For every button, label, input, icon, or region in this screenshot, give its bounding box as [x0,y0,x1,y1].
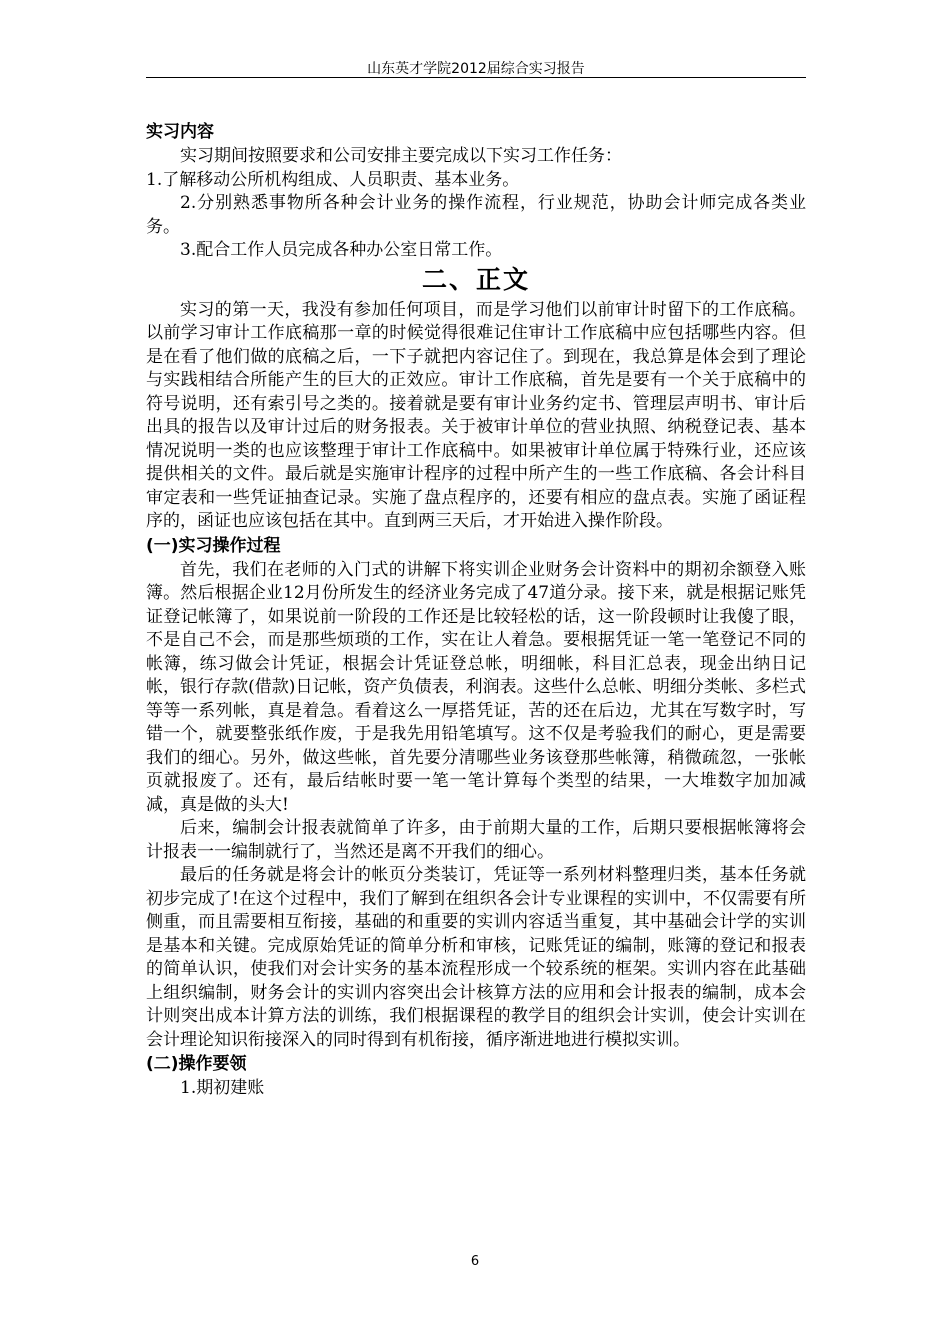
section-heading-internship-content: 实习内容 [146,122,214,142]
internship-item-2: 2.分别熟悉事物所各种会计业务的操作流程，行业规范，协助会计师完成各类业务。 [146,193,806,237]
internship-item-1: 1.了解移动公所机构组成、人员职责、基本业务。 [146,169,520,190]
operation-paragraph-1: 首先，我们在老师的入门式的讲解下将实训企业财务会计资料中的期初余额登入账簿。然后根据企业12月份所发生的经济业务完成了47道分录。接下来，就是根据记账凭证登记帐簿了，如果说前一阶段的工作还是比较轻松的话，这一阶段顿时让我傻了眼，不是自己不会，而是那些烦琐的工作，实在让人着急。要根据凭证一笔一笔登记不同的帐簿，练习做会计凭证，根据会计凭证登总帐，明细帐，科目汇总表，现金出纳日记帐，银行存款(借款)日记帐，资产负债表，利润表。这些什么总帐、明细分类帐、多栏式等等一系列帐，真是着急。看着这么一厚搭凭证，苦的还在后边，尤其在写数字时，写错一个，就要整张纸作废，于是我先用铅笔填写。这不仅是考验我们的耐心，更是需要我们的细心。另外，做这些帐，首先要分清哪些业务该登那些帐簿，稍微疏忽，一张帐页就报废了。还有，最后结帐时要一笔一笔计算每个类型的结果，一大堆数字加加减减，真是做的头大! [146,559,806,815]
header-divider [146,77,806,78]
subsection-heading-operation-process: (一)实习操作过程 [146,535,281,556]
essentials-item-1: 1.期初建账 [180,1078,265,1098]
internship-item-3: 3.配合工作人员完成各种办公室日常工作。 [180,240,503,260]
operation-paragraph-2: 后来，编制会计报表就简单了许多，由于前期大量的工作，后期只要根据帐簿将会计报表一一编制就行了，当然还是离不开我们的细心。 [146,818,806,862]
document-body [146,120,806,1101]
subsection-heading-operation-essentials: (二)操作要领 [146,1054,247,1074]
internship-intro: 实习期间按照要求和公司安排主要完成以下实习工作任务： [180,146,622,166]
page-number: 6 [470,1254,480,1269]
main-section-title: 二、正文 [421,264,530,294]
operation-paragraph-3: 最后的任务就是将会计的帐页分类装订，凭证等一系列材料整理归类，基本任务就初步完成了!在这个过程中，我们了解到在组织各会计专业课程的实训中，不仅需要有所侧重，而且需要相互衔接，基础的和重要的实训内容适当重复，其中基础会计学的实训是基本和关键。完成原始凭证的简单分析和审核，记账凭证的编制，账簿的登记和报表的简单认识，使我们对会计实务的基本流程形成一个较系统的框架。实训内容在此基础上组织编制，财务会计的实训内容突出会计核算方法的应用和会计报表的编制，成本会计则突出成本计算方法的训练，我们根据课程的教学目的组织会计实训，使会计实训在会计理论知识衔接深入的同时得到有机衔接，循序渐进地进行模拟实训。 [146,865,806,1050]
page-header: 山东英才学院2012届综合实习报告 [367,61,585,77]
main-paragraph-1: 实习的第一天，我没有参加任何项目，而是学习他们以前审计时留下的工作底稿。以前学习审计工作底稿那一章的时候觉得很难记住审计工作底稿中应包括哪些内容。但是在看了他们做的底稿之后，一下子就把内容记住了。到现在，我总算是体会到了理论与实践相结合所能产生的巨大的正效应。审计工作底稿，首先是要有一个关于底稿中的符号说明，还有索引号之类的。接着就是要有审计业务约定书、管理层声明书、审计后出具的报告以及审计过后的财务报表。关于被审计单位的营业执照、纳税登记表、基本情况说明一类的也应该整理于审计工作底稿中。如果被审计单位属于特殊行业，还应该提供相关的文件。最后就是实施审计程序的过程中所产生的一些工作底稿、各会计科目审定表和一些凭证抽查记录。实施了盘点程序的，还要有相应的盘点表。实施了函证程序的，函证也应该包括在其中。直到两三天后，才开始进入操作阶段。 [146,299,806,531]
